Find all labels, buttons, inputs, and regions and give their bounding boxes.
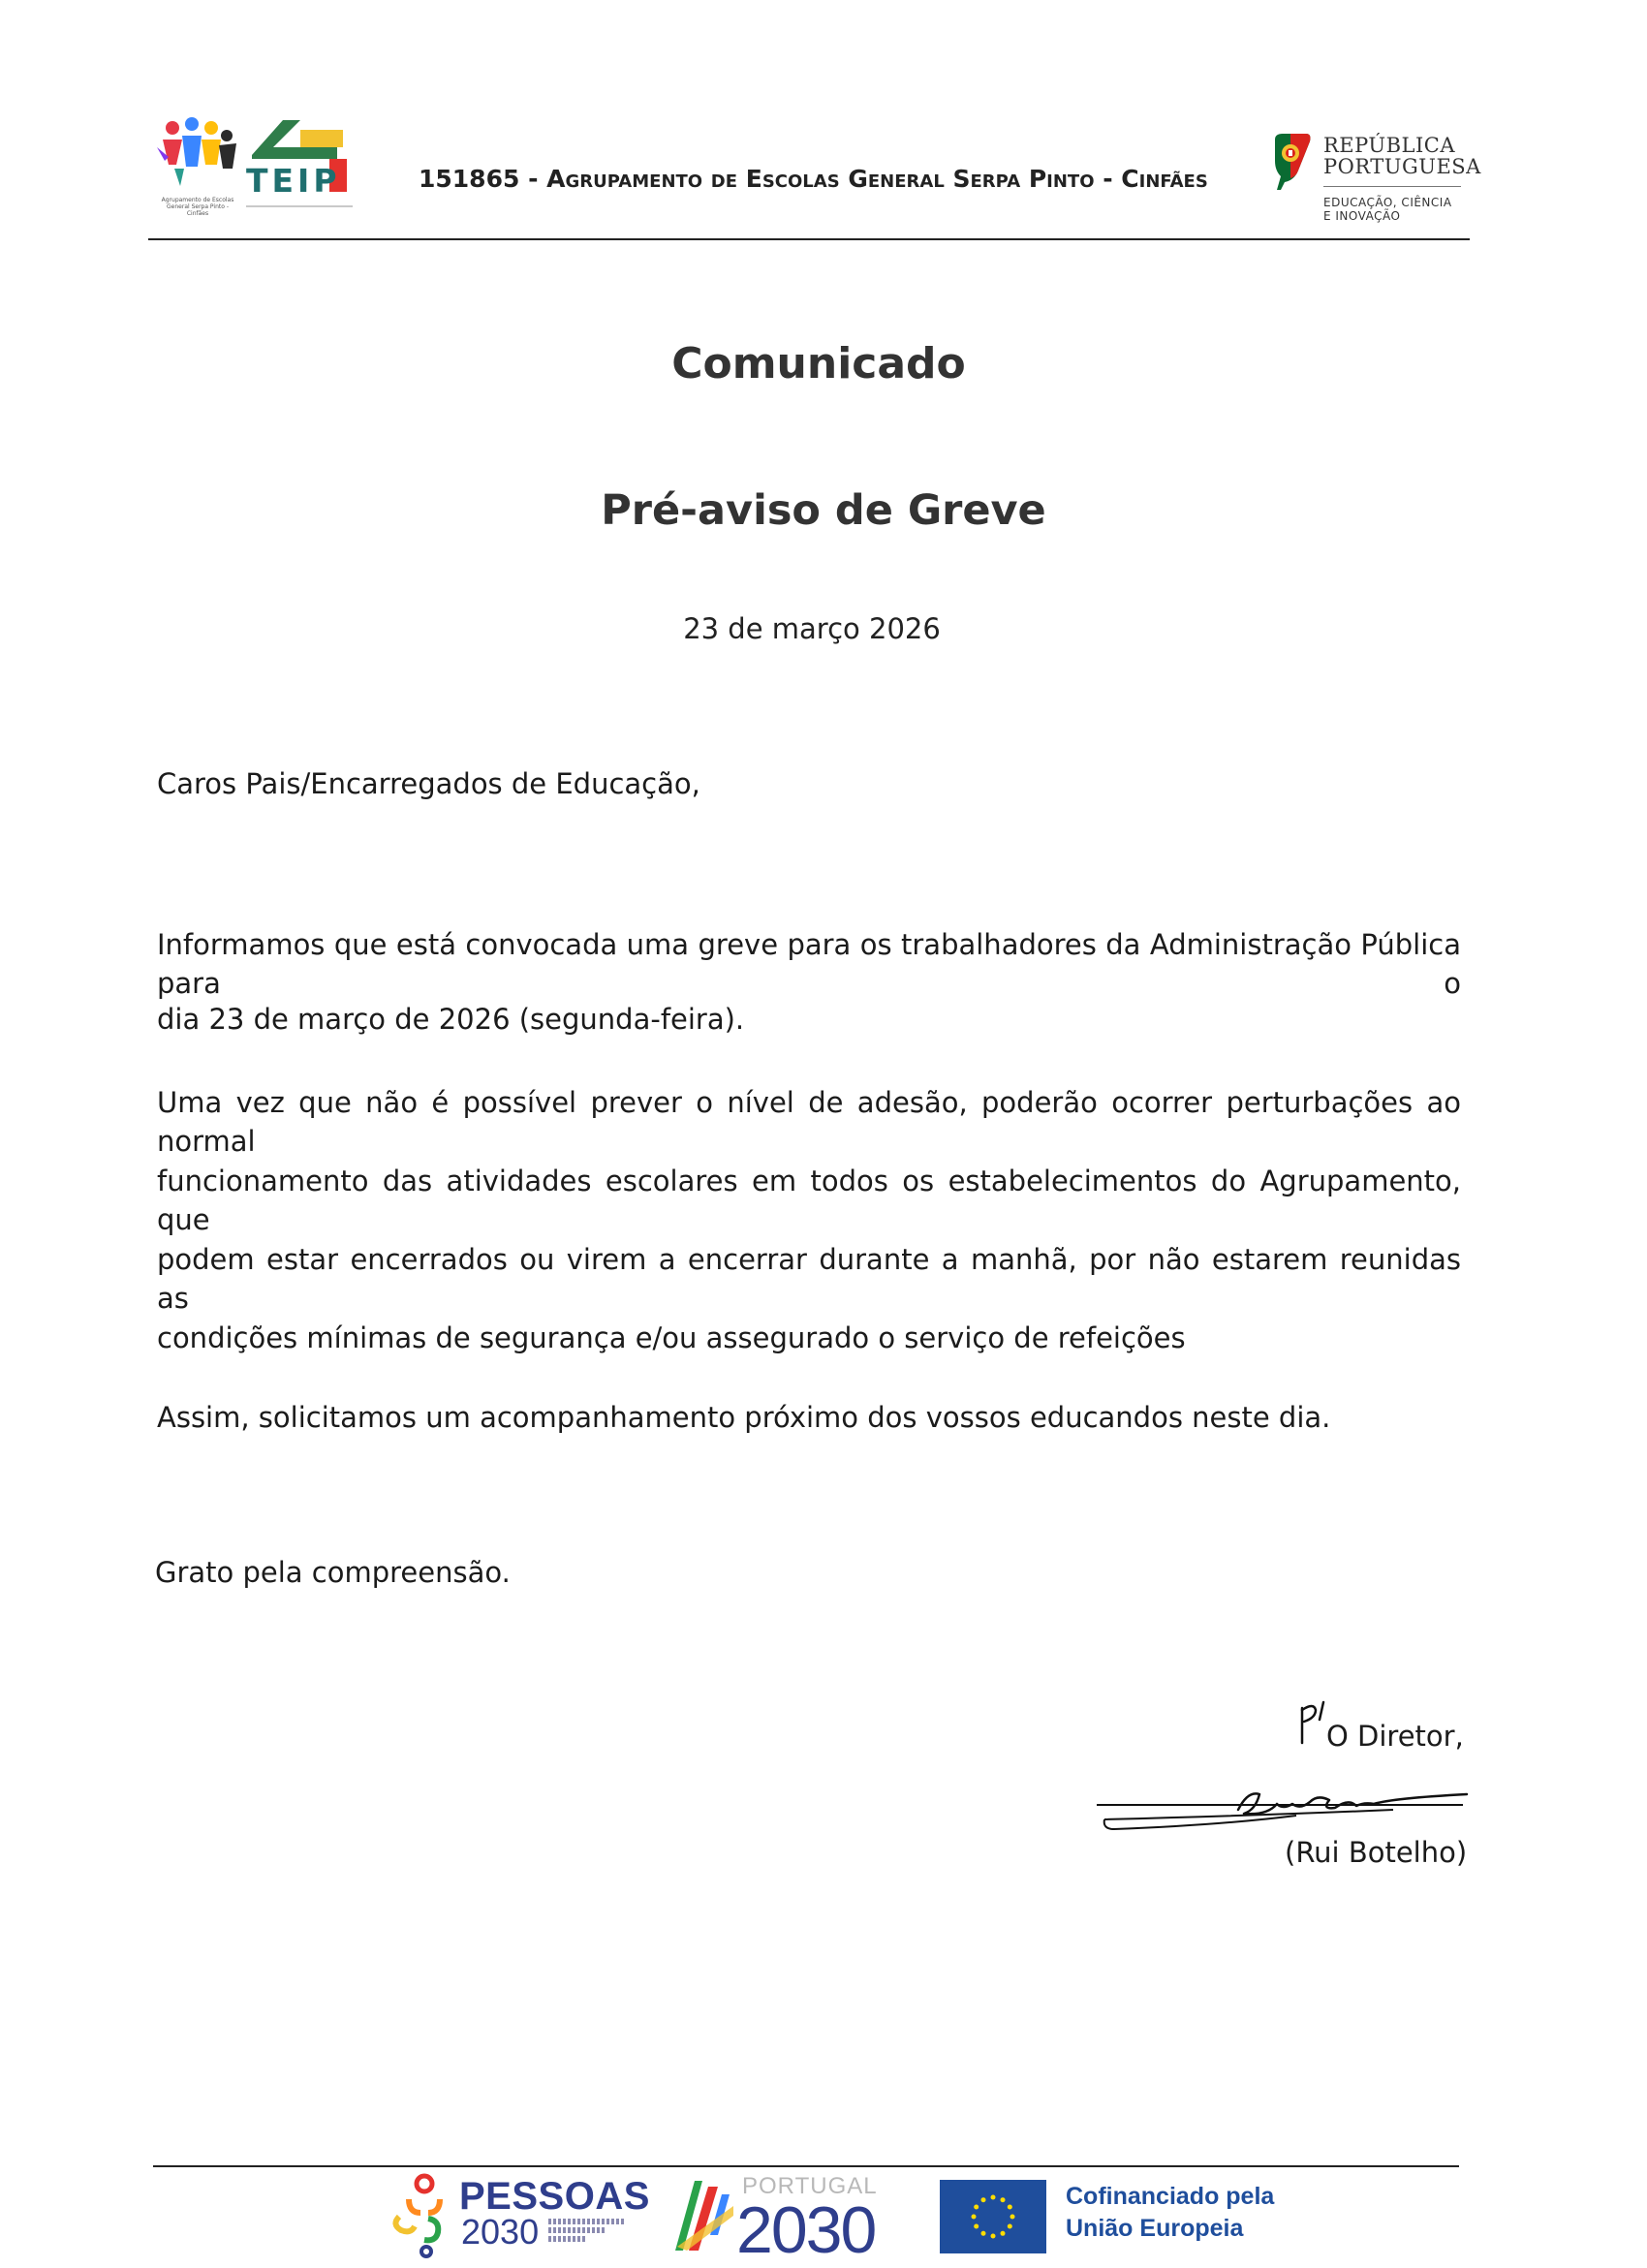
document-title: Comunicado — [671, 339, 966, 388]
header-divider — [148, 238, 1470, 240]
footer-divider — [153, 2165, 1459, 2167]
paragraph-2-line-2: funcionamento das atividades escolares em todos os estabelecimentos do Agrupamento, que — [157, 1165, 1461, 1236]
school-code: 151865 - — [419, 165, 539, 193]
eu-stars-icon — [940, 2180, 1046, 2253]
pessoas-logo-icon — [389, 2174, 457, 2261]
portugal-year: 2030 — [736, 2193, 876, 2267]
ministry-name — [1323, 196, 1452, 223]
pessoas-fine-print — [548, 2219, 626, 2242]
school-logo-caption: Agrupamento de Escolas General Serpa Pinto - Cinfães — [161, 197, 234, 217]
paragraph-2-line-4: condições mínimas de segurança e/ou assegurado o serviço de refeições — [157, 1321, 1186, 1354]
signee-name: (Rui Botelho) — [1285, 1836, 1468, 1869]
paragraph-3-line-1: Assim, solicitamos um acompanhamento próximo dos vossos educandos neste dia. — [157, 1401, 1331, 1434]
salutation: Caros Pais/Encarregados de Educação, — [157, 767, 700, 800]
teip-logo — [244, 116, 353, 217]
republic-line2: PORTUGUESA — [1323, 155, 1481, 178]
eu-line-2: União Europeia — [1066, 2215, 1244, 2242]
republic-line1: REPÚBLICA — [1323, 134, 1456, 157]
school-name: Agrupamento de Escolas General Serpa Pinto - Cinfães — [546, 165, 1208, 193]
director-title: O Diretor, — [1326, 1720, 1464, 1753]
signature-line — [1097, 1804, 1463, 1806]
portugal-2030-icon — [673, 2177, 741, 2258]
eu-cofinancing-text — [1066, 2181, 1275, 2245]
eu-flag — [940, 2180, 1046, 2253]
school-figures-icon — [155, 118, 238, 196]
document-date: 23 de março 2026 — [683, 612, 941, 645]
school-header — [419, 165, 1208, 193]
school-logo — [155, 118, 238, 200]
pessoas-year: 2030 — [461, 2212, 540, 2252]
republic-divider — [1323, 186, 1461, 187]
document-subtitle: Pré-aviso de Greve — [601, 486, 1046, 535]
closing-line: Grato pela compreensão. — [155, 1556, 511, 1589]
republic-emblem — [1271, 132, 1314, 196]
paragraph-1-line-2: dia 23 de março de 2026 (segunda-feira). — [157, 1003, 745, 1036]
republic-name — [1323, 135, 1481, 177]
eu-line-1: Cofinanciado pela — [1066, 2183, 1275, 2210]
teip-label: TEIP — [246, 162, 341, 200]
portugal-wordmark: PORTUGAL — [742, 2173, 878, 2199]
paragraph-2-line-1: Uma vez que não é possível prever o nível de adesão, poderão ocorrer perturbações ao normal — [157, 1086, 1461, 1158]
paragraph-2-line-3: podem estar encerrados ou virem a encerrar durante a manhã, por não estarem reunidas as — [157, 1243, 1461, 1315]
ministry-line1: EDUCAÇÃO, CIÊNCIA — [1323, 196, 1452, 209]
pessoas-wordmark: PESSOAS — [459, 2175, 650, 2218]
paragraph-1-line-1: Informamos que está convocada uma greve para os trabalhadores da Administração Pública para o — [157, 928, 1461, 1000]
ministry-line2: E INOVAÇÃO — [1323, 209, 1401, 223]
handwritten-signature — [1103, 1781, 1471, 1843]
